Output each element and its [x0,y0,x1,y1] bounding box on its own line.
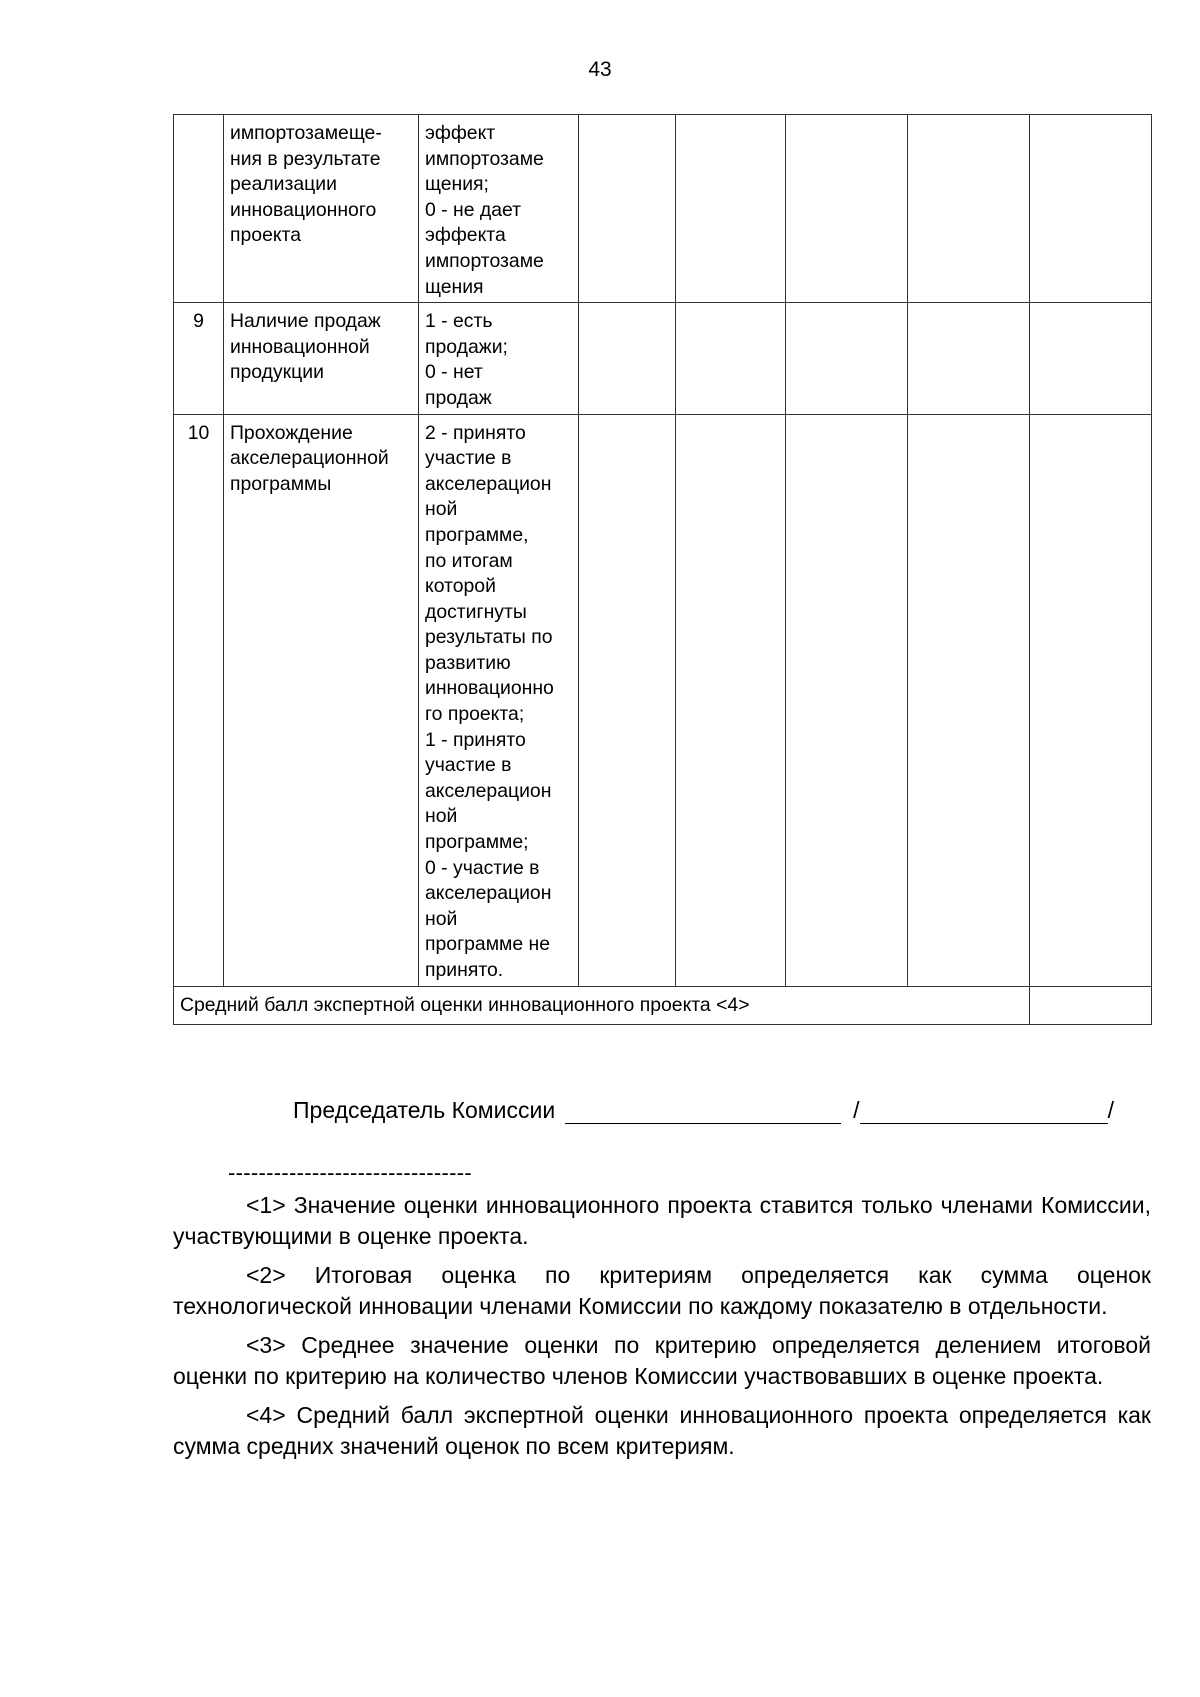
footnote: <4> Средний балл экспертной оценки инновационного проекта определяется как сумма средних значений оценок по всем критериям. [173,1402,1151,1459]
table-row [174,115,1152,303]
signature-label: Председатель Комиссии [293,1097,556,1123]
table-row [174,414,1152,986]
summary-label: Средний балл экспертной оценки инновационного проекта <4> [174,986,1030,1025]
scoring-cell: 2 - принято участие в акселерацион ной программе, по итогам которой достигнуты результаты по развитию инновационно го проекта; 1 - принято участие в акселерацион ной программе; 0 - участие в акселерацион ной программе не принято. [419,414,579,986]
score-cell [676,303,786,414]
score-cell [908,414,1030,986]
score-cell [579,303,676,414]
footnote: <3> Среднее значение оценки по критерию определяется делением итоговой оценки по критерию на количество членов Комиссии участвовавших в оценке проекта. [173,1332,1151,1389]
criteria-table [173,114,1152,1025]
footnote: <2> Итоговая оценка по критериям определяется как сумма оценок технологической инновации членами Комиссии по каждому показателю в отдельности. [173,1262,1151,1319]
score-cell [1030,303,1152,414]
name-blank[interactable] [860,1101,1108,1124]
footnote: <1> Значение оценки инновационного проекта ставится только членами Комиссии, участвующими в оценке проекта. [173,1192,1151,1249]
footnote-separator: -------------------------------- [228,1160,473,1185]
score-cell [786,115,908,303]
row-number: 9 [174,303,224,414]
criterion-cell: Прохождение акселерационной программы [224,414,419,986]
score-cell [908,303,1030,414]
footnotes [173,1190,1151,1470]
score-cell [908,115,1030,303]
criterion-cell: импортозамеще- ния в результате реализации инновационного проекта [224,115,419,303]
row-number: 10 [174,414,224,986]
signature-slash: / [853,1097,860,1123]
summary-row [174,986,1152,1025]
scoring-cell: 1 - есть продажи; 0 - нет продаж [419,303,579,414]
page-number: 43 [588,58,612,81]
scoring-cell: эффект импортозаме щения; 0 - не дает эффекта импортозаме щения [419,115,579,303]
score-cell [579,115,676,303]
table-row [174,303,1152,414]
summary-score-cell [1030,986,1152,1025]
signature-slash: / [1107,1097,1114,1123]
score-cell [1030,414,1152,986]
score-cell [1030,115,1152,303]
score-cell [786,303,908,414]
score-cell [579,414,676,986]
score-cell [676,115,786,303]
signature-blank[interactable] [565,1101,841,1124]
score-cell [786,414,908,986]
signature-line [293,1097,1114,1124]
score-cell [676,414,786,986]
row-number [174,115,224,303]
criterion-cell: Наличие продаж инновационной продукции [224,303,419,414]
